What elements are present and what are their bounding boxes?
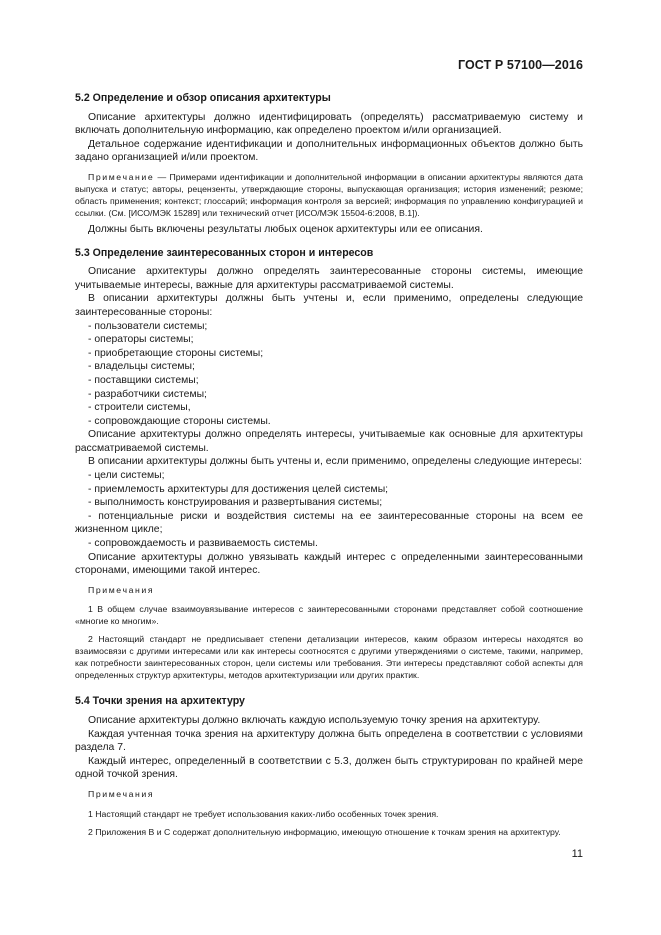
- list-item: - владельцы системы;: [88, 361, 195, 373]
- list-item: - разработчики системы;: [88, 388, 207, 400]
- paragraph: Описание архитектуры должно идентифицировать (определять) рассматриваемую систему и включать дополнительную информацию, как определено проектом и/или организацией.: [75, 111, 583, 137]
- paragraph: Описание архитектуры должно определять заинтересованные стороны системы, имеющие учитываемые интересы, важные для архитектуры рассматриваемой системы.: [75, 266, 583, 291]
- paragraph: Описание архитектуры должно включать каждую используемую точку зрения на архитектуру.: [88, 715, 541, 726]
- list-item: - поставщики системы;: [88, 374, 199, 386]
- section-5-3-heading: 5.3 Определение заинтересованных сторон и интересов: [75, 246, 374, 259]
- list-item: - приобретающие стороны системы;: [88, 347, 264, 359]
- paragraph: Каждая учтенная точка зрения на архитектуру должна быть определена в соответствии с условиями раздела 7.: [75, 728, 583, 754]
- concern-list: [75, 469, 583, 551]
- list-item: - сопровождаемость и развиваемость системы.: [88, 538, 318, 550]
- stakeholder-list: [75, 320, 583, 429]
- notes-title: Примечания: [88, 788, 155, 799]
- list-item: - пользователи системы;: [88, 320, 208, 332]
- list-item: - сопровождающие стороны системы.: [88, 415, 271, 427]
- note-text: — Примерами идентификации и дополнительной информации в описании архитектуры являются дата выпуска и статус; авторы, рецензенты, утверждающие стороны, выпускающая организация; история изменений; резюме; область применения; контекст; глоссарий; информация контроля за версией; информация по управлению конфигурацией и ссылки. (См. [ИСО/МЭК 15289] или технический отчет [ИСО/МЭК 15504-6:2008, В.1]).: [75, 171, 583, 218]
- section-5-4-heading: 5.4 Точки зрения на архитектуру: [75, 695, 245, 708]
- paragraph: В описании архитектуры должны быть учтены и, если применимо, определены следующие заинтересованные стороны:: [75, 293, 583, 318]
- list-item: - потенциальные риски и воздействия системы на ее заинтересованные стороны на всем ее жизненном цикле;: [75, 510, 583, 536]
- list-item: - строители системы,: [88, 402, 191, 414]
- list-item: - приемлемость архитектуры для достижения целей системы;: [88, 483, 389, 495]
- page-number: 11: [571, 848, 583, 860]
- paragraph: Описание архитектуры должно определять интересы, учитываемые как основные для архитектуры рассматриваемой системы.: [75, 429, 583, 454]
- note: 1 В общем случае взаимоувязывание интересов с заинтересованными сторонами представляет собой соотношение «многие ко многим».: [75, 604, 583, 627]
- paragraph: Должны быть включены результаты любых оценок архитектуры или ее описания.: [88, 223, 483, 235]
- note-lead: Примечание: [88, 171, 155, 182]
- notes-title: Примечания: [88, 584, 155, 595]
- paragraph: Каждый интерес, определенный в соответствии с 5.3, должен быть структурирован по крайней мере одной точкой зрения.: [75, 755, 583, 781]
- paragraph: В описании архитектуры должны быть учтены и, если применимо, определены следующие интересы:: [88, 456, 582, 468]
- note: 1 Настоящий стандарт не требует использования каких-либо особенных точек зрения.: [88, 808, 439, 819]
- note: 2 Приложения В и С содержат дополнительную информацию, имеющую отношение к точкам зрения на архитектуру.: [88, 826, 561, 837]
- paragraph: Описание архитектуры должно увязывать каждый интерес с определенными заинтересованными сторонами, имеющими такой интерес.: [75, 551, 583, 577]
- list-item: - цели системы;: [88, 470, 165, 482]
- list-item: - операторы системы;: [88, 334, 194, 346]
- paragraph: Детальное содержание идентификации и дополнительных информационных объектов должно быть задано организацией и/или проектом.: [75, 138, 583, 164]
- document-body: [75, 90, 583, 842]
- note: [75, 171, 583, 219]
- standard-header: ГОСТ Р 57100—2016: [457, 58, 583, 72]
- section-5-2-heading: 5.2 Определение и обзор описания архитектуры: [75, 92, 331, 104]
- note: 2 Настоящий стандарт не предписывает степени детализации интересов, каким образом интересы находятся во взаимосвязи с другими интересами или как интересы соотносятся с другими утверждениями о системе, такими, например, как потребности заинтересованных сторон, цели системы или требования. Эти интересы представляют собой аспекты для определенных структур архитектуры, методов архитектуризации или других практик.: [75, 634, 583, 681]
- list-item: - выполнимость конструирования и развертывания системы;: [88, 497, 383, 509]
